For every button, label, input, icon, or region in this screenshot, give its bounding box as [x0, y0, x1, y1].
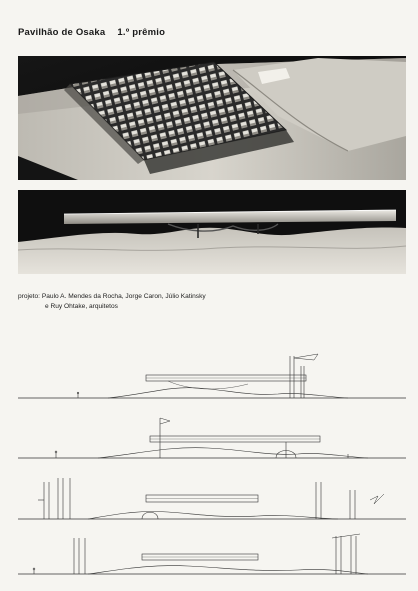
credits-architects: Paulo A. Mendes da Rocha, Jorge Caron, Júlio Katinsky: [41, 293, 206, 300]
credits-line-1: [18, 292, 318, 302]
pavilion-title: Pavilhão de Osaka: [18, 27, 106, 38]
model-side-photo: [18, 190, 406, 274]
model-aerial-photo: [18, 56, 406, 180]
award-label: 1.º prêmio: [117, 27, 166, 38]
elevation-drawing-4: [18, 530, 406, 582]
credits-line-2: e Ruy Ohtake, arquitetos: [45, 302, 118, 310]
elevation-drawing-2: [18, 412, 406, 468]
page-title: [18, 27, 165, 38]
elevation-drawing-1: [18, 344, 406, 406]
credits-label: projeto:: [18, 293, 40, 300]
project-credits: [18, 292, 318, 311]
elevation-drawing-3: [18, 470, 406, 528]
